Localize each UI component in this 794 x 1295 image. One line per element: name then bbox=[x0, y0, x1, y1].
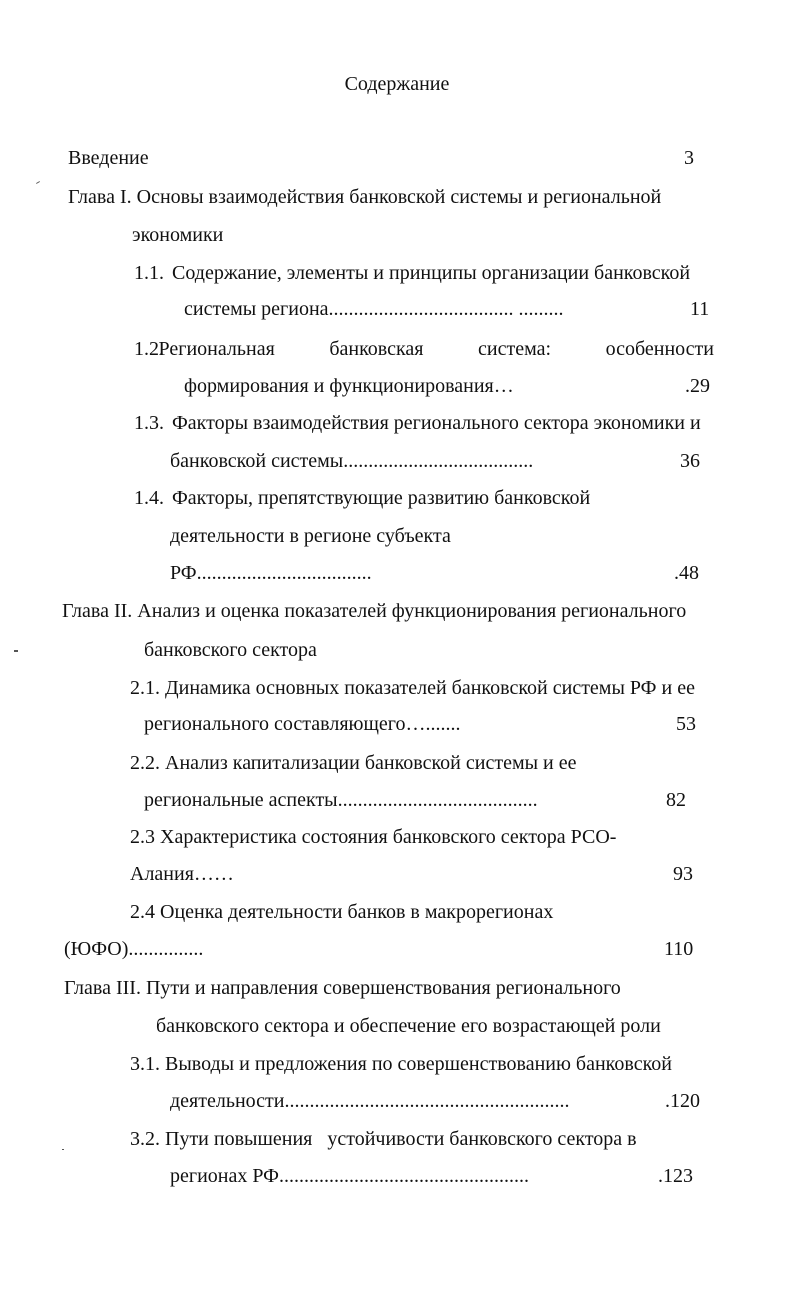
toc-intro-label: Введение bbox=[68, 147, 149, 169]
toc-section-3-1-cont: деятельности......................................................... bbox=[170, 1090, 570, 1112]
toc-section-2-3-page: 93 bbox=[673, 863, 693, 885]
toc-section-1-3-number: 1.3. bbox=[134, 412, 164, 434]
toc-section-1-4-cont-2: РФ................................... bbox=[170, 562, 372, 584]
toc-section-3-1-page: .120 bbox=[665, 1090, 700, 1112]
toc-section-1-4-number: 1.4. bbox=[134, 487, 164, 509]
toc-chapter-2: Глава II. Анализ и оценка показателей функционирования регионального bbox=[62, 600, 687, 622]
toc-section-1-2-row bbox=[134, 337, 714, 361]
toc-section-3-2-page: .123 bbox=[658, 1165, 693, 1187]
scan-speck bbox=[36, 181, 40, 184]
toc-section-2-4-cont: (ЮФО)............... bbox=[64, 938, 204, 960]
toc-section-2-2-label: 2.2. Анализ капитализации банковской системы и ее bbox=[130, 752, 577, 774]
toc-chapter-2-cont: банковского сектора bbox=[144, 639, 317, 661]
toc-section-1-2-page: .29 bbox=[685, 375, 710, 397]
toc-section-1-3-label: Факторы взаимодействия регионального сектора экономики и bbox=[172, 412, 701, 434]
toc-section-1-2-number: 1.2. bbox=[134, 338, 164, 360]
scan-speck bbox=[62, 1149, 64, 1150]
toc-section-3-2-label: 3.2. Пути повышения устойчивости банковского сектора в bbox=[130, 1128, 637, 1150]
toc-section-2-1-page: 53 bbox=[676, 713, 696, 735]
toc-chapter-1-cont: экономики bbox=[132, 224, 224, 246]
toc-chapter-3-cont: банковского сектора и обеспечение его возрастающей роли bbox=[156, 1015, 661, 1037]
toc-section-1-2-word-4: особенности bbox=[605, 338, 714, 360]
toc-section-1-4-label: Факторы, препятствующие развитию банковской bbox=[172, 487, 591, 509]
toc-chapter-3: Глава III. Пути и направления совершенствования регионального bbox=[64, 977, 621, 999]
toc-intro-page: 3 bbox=[684, 147, 694, 169]
toc-section-1-2-word-1: Региональная bbox=[158, 338, 275, 360]
toc-section-1-2-word-2: банковская bbox=[329, 338, 424, 360]
toc-section-2-1-label: 2.1. Динамика основных показателей банковской системы РФ и ее bbox=[130, 677, 695, 699]
toc-section-1-2-word-3: система: bbox=[478, 338, 552, 360]
toc-section-3-1-label: 3.1. Выводы и предложения по совершенствованию банковской bbox=[130, 1053, 672, 1075]
toc-section-2-1-cont: регионального составляющего…....... bbox=[144, 713, 461, 735]
toc-section-3-2-cont: регионах РФ.................................................. bbox=[170, 1165, 529, 1187]
toc-section-1-1-page: 11 bbox=[690, 298, 710, 320]
page-title: Содержание bbox=[344, 73, 450, 95]
toc-section-1-1-number: 1.1. bbox=[134, 262, 164, 284]
toc-chapter-1: Глава I. Основы взаимодействия банковской системы и региональной bbox=[68, 186, 662, 208]
toc-section-1-3-page: 36 bbox=[680, 450, 700, 472]
toc-section-1-2-cont: формирования и функционирования… bbox=[184, 375, 514, 397]
toc-section-1-4-page: .48 bbox=[674, 562, 699, 584]
toc-section-2-3-cont: Алания…… bbox=[130, 863, 234, 885]
toc-section-2-2-page: 82 bbox=[666, 789, 686, 811]
scan-speck bbox=[14, 650, 18, 652]
toc-section-1-1-cont: системы региона..................................... ......... bbox=[184, 298, 564, 320]
toc-section-2-4-page: 110 bbox=[664, 938, 694, 960]
toc-section-2-3-label: 2.3 Характеристика состояния банковского сектора РСО- bbox=[130, 826, 617, 848]
toc-section-1-3-cont: банковской системы...................................... bbox=[170, 450, 534, 472]
toc-section-2-4-label: 2.4 Оценка деятельности банков в макрорегионах bbox=[130, 901, 554, 923]
toc-section-2-2-cont: региональные аспекты........................................ bbox=[144, 789, 538, 811]
toc-section-1-4-cont-1: деятельности в регионе субъекта bbox=[170, 525, 451, 547]
toc-section-1-1-label: Содержание, элементы и принципы организации банковской bbox=[172, 262, 691, 284]
